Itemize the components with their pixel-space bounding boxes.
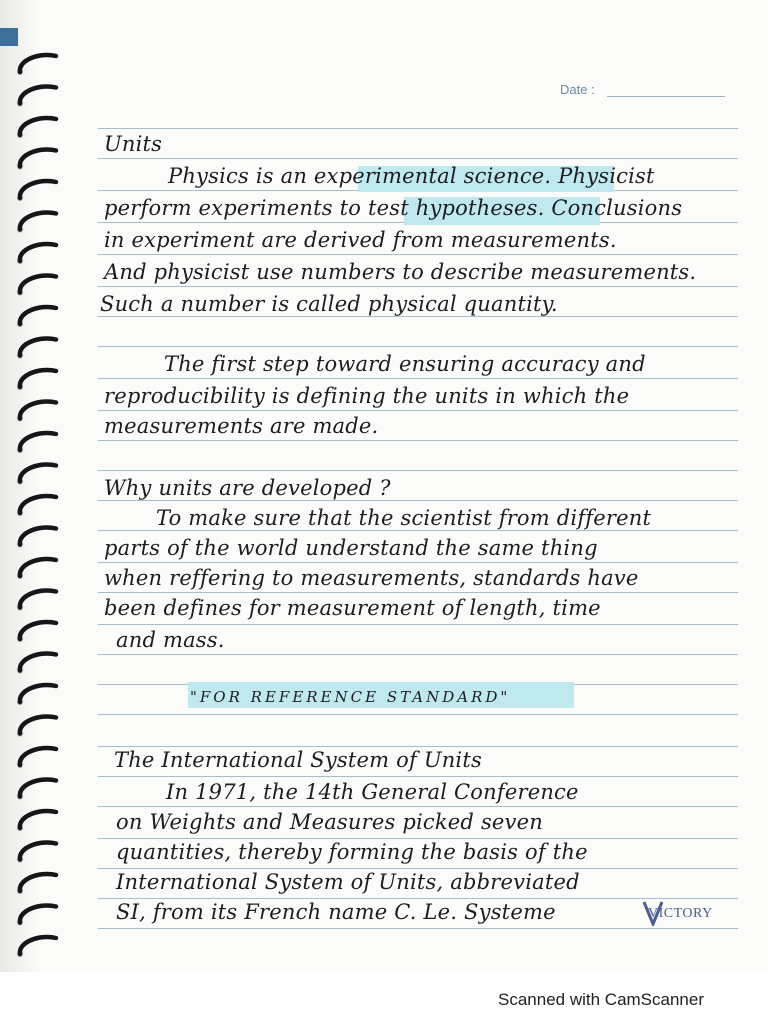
note-line: In 1971, the 14th General Conference	[166, 780, 579, 804]
note-callout: "FOR REFERENCE STANDARD"	[190, 688, 511, 706]
ruled-line	[98, 898, 738, 899]
binding-ring	[20, 244, 56, 261]
binding-ring	[20, 905, 56, 922]
note-line: The first step toward ensuring accuracy and	[164, 352, 646, 376]
binding-ring	[20, 307, 56, 324]
note-line: To make sure that the scientist from different	[156, 506, 652, 530]
ruled-line	[98, 776, 738, 777]
note-line: quantities, thereby forming the basis of the	[116, 840, 588, 864]
note-line: parts of the world understand the same thing	[104, 536, 598, 560]
binding-ring	[20, 433, 56, 450]
date-line	[607, 96, 725, 97]
brand-label: VICTORY	[648, 906, 713, 921]
ruled-line	[98, 378, 738, 379]
binding-ring	[20, 212, 56, 229]
note-line: measurements are made.	[104, 414, 379, 438]
binding-ring	[20, 811, 56, 828]
note-line: Physics is an experimental science. Physicist	[168, 164, 655, 188]
ruled-line	[98, 624, 738, 625]
ruled-line	[98, 928, 738, 929]
binding-ring	[20, 149, 56, 166]
binding-ring	[20, 874, 56, 891]
ruled-line	[98, 714, 738, 715]
binding-ring	[20, 622, 56, 639]
note-line: in experiment are derived from measurements.	[104, 228, 617, 252]
binding-ring	[20, 496, 56, 513]
ruled-line	[98, 440, 738, 441]
ruled-line	[98, 868, 738, 869]
binding-ring	[20, 937, 56, 954]
binding-ring	[20, 779, 56, 796]
binding-ring	[20, 590, 56, 607]
ruled-line	[98, 128, 738, 129]
note-line: reproducibility is defining the units in which the	[104, 384, 630, 408]
binding-ring	[20, 716, 56, 733]
ruled-line	[98, 346, 738, 347]
ruled-line	[98, 654, 738, 655]
note-line: International System of Units, abbreviated	[116, 870, 580, 894]
note-line: when reffering to measurements, standards have	[104, 566, 639, 590]
binding-ring	[20, 559, 56, 576]
binding-ring	[20, 653, 56, 670]
binding-ring	[20, 527, 56, 544]
note-line: perform experiments to test hypotheses. Conclusions	[104, 196, 683, 220]
binding-ring	[20, 685, 56, 702]
ruled-line	[98, 746, 738, 747]
binding-ring	[20, 275, 56, 292]
binding-ring	[20, 55, 56, 72]
note-line: Such a number is called physical quantity.	[100, 292, 558, 316]
binding-ring	[20, 181, 56, 198]
note-line: And physicist use numbers to describe measurements.	[104, 260, 697, 284]
binding-ring	[20, 748, 56, 765]
note-heading: Units	[104, 132, 163, 156]
binding-ring	[20, 86, 56, 103]
ruled-line	[98, 316, 738, 317]
note-line: and mass.	[116, 628, 225, 652]
note-line: on Weights and Measures picked seven	[116, 810, 543, 834]
ruled-line	[98, 806, 738, 807]
ruled-line	[98, 592, 738, 593]
note-line: SI, from its French name C. Le. Systeme	[116, 900, 556, 924]
binding-ring	[20, 370, 56, 387]
binding-ring	[20, 338, 56, 355]
note-line: been defines for measurement of length, time	[104, 596, 601, 620]
ruled-line	[98, 838, 738, 839]
note-subheading: Why units are developed ?	[104, 476, 391, 500]
ruled-line	[98, 500, 738, 501]
ruled-line	[98, 562, 738, 563]
spiral-binding-icon	[0, 0, 80, 972]
binding-ring	[20, 401, 56, 418]
ruled-line	[98, 530, 738, 531]
ruled-line	[98, 158, 738, 159]
ruled-line	[98, 254, 738, 255]
binding-ring	[20, 118, 56, 135]
ruled-line	[98, 286, 738, 287]
date-label: Date :	[560, 82, 595, 97]
note-subheading: The International System of Units	[114, 748, 482, 772]
binding-ring	[20, 464, 56, 481]
ruled-line	[98, 470, 738, 471]
binding-ring	[20, 842, 56, 859]
scanner-footer: Scanned with CamScanner	[498, 990, 705, 1009]
ruled-line	[98, 410, 738, 411]
